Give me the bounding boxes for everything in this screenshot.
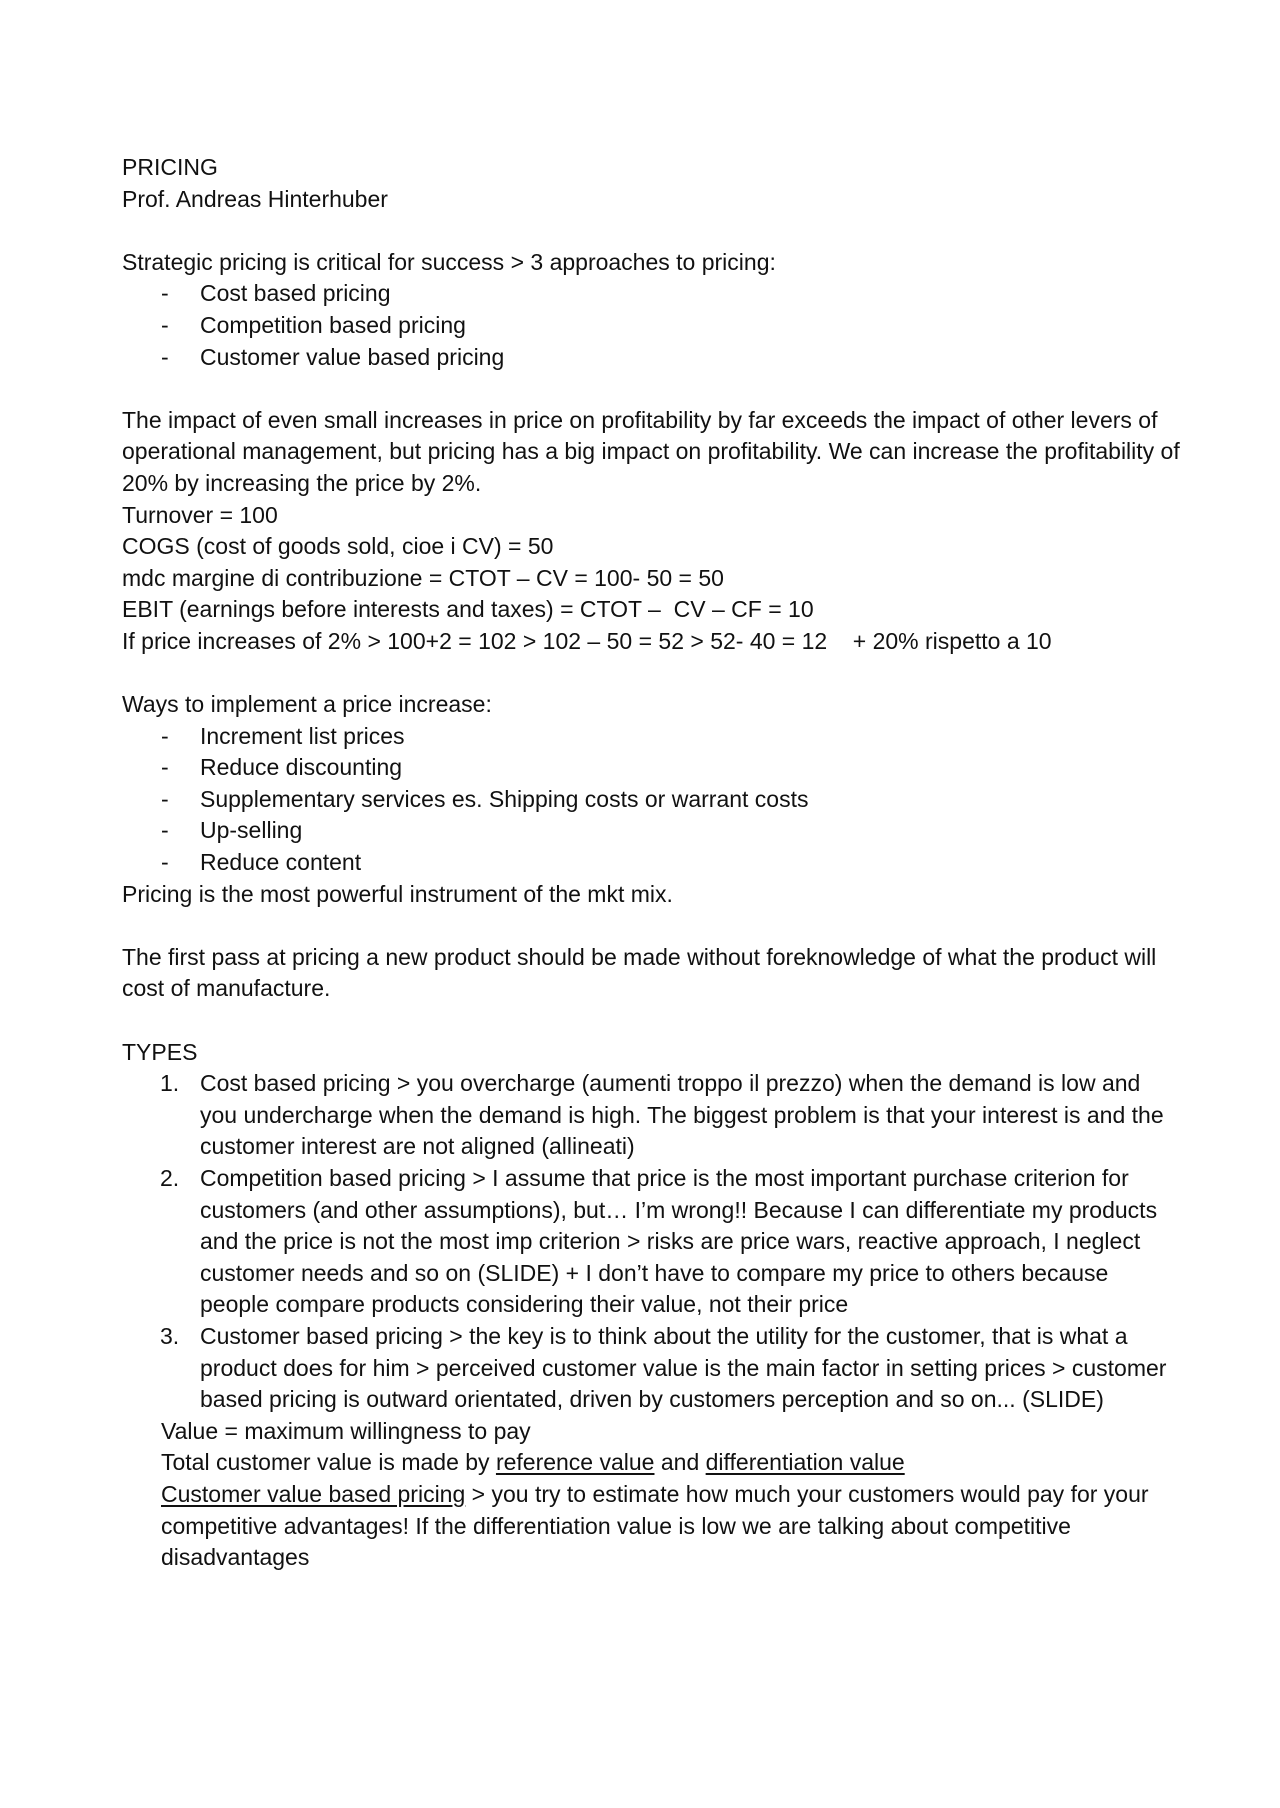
calc-line: Turnover = 100 — [122, 501, 278, 528]
spacer — [122, 910, 1182, 942]
calc-line: EBIT (earnings before interests and taxes) = CTOT – CV – CF = 10 — [122, 596, 814, 623]
reference-value-term: reference value — [495, 1449, 655, 1476]
ways-list — [122, 721, 1182, 879]
ways-conclusion: Pricing is the most powerful instrument of the mkt mix. — [122, 880, 673, 907]
list-item: - Reduce content — [161, 849, 362, 876]
impact-paragraph: The impact of even small increases in price on profitability by far exceeds the impact of other levers of operational management, but pricing has a big impact on profitability. We can increase the profitability of 20% by increasing the price by 2%. — [122, 406, 1180, 496]
list-item: - Up-selling — [161, 817, 303, 844]
spacer — [122, 1005, 1182, 1037]
spacer — [122, 215, 1182, 247]
list-item: 2. Competition based pricing > I assume that price is the most important purchase criterion for customers (and other assumptions), but… I’m wrong!! Because I can differentiate my products and the price is not the most imp criterion > risks are price wars, reactive approach, I neglect customer needs and so on (SLIDE) + I don’t have to compare my price to others because people compare products considering their value, not their price — [160, 1165, 1158, 1318]
calc-line: COGS (cost of goods sold, cioe i CV) = 50 — [122, 533, 554, 560]
intro-text: Strategic pricing is critical for success > 3 approaches to pricing: — [122, 248, 776, 275]
list-item: - Increment list prices — [161, 722, 405, 749]
calc-line: If price increases of 2% > 100+2 = 102 > 102 – 50 = 52 > 52- 40 = 12 + 20% rispetto a 10 — [122, 627, 1052, 654]
differentiation-value-term: differentiation value — [705, 1449, 905, 1476]
list-item: - Supplementary services es. Shipping costs or warrant costs — [161, 785, 809, 812]
first-pass-paragraph: The first pass at pricing a new product should be made without foreknowledge of what the product will cost of manufacture. — [122, 943, 1157, 1002]
list-item: - Customer value based pricing — [161, 343, 505, 370]
calc-line: mdc margine di contribuzione = CTOT – CV = 100- 50 = 50 — [122, 564, 724, 591]
list-item: - Cost based pricing — [161, 280, 391, 307]
approaches-list — [122, 278, 1182, 373]
ways-heading: Ways to implement a price increase: — [122, 691, 492, 718]
list-item: - Reduce discounting — [161, 754, 403, 781]
spacer — [122, 373, 1182, 405]
list-item: - Competition based pricing — [161, 311, 466, 338]
list-item: 3. Customer based pricing > the key is to think about the utility for the customer, that is what a product does for him > perceived customer value is the main factor in setting prices > customer based pricing is outward orientated, driven by customers perception and so on... (SLIDE) — [160, 1322, 1167, 1413]
cvbp-paragraph: Customer value based pricing > you try to estimate how much your customers would pay for your competitive advantages! If the differentiation value is low we are talking about competitive disadvantages — [161, 1480, 1149, 1571]
list-item: 1. Cost based pricing > you overcharge (aumenti troppo il prezzo) when the demand is low and you undercharge when the demand is high. The biggest problem is that your interest is and the customer interest are not aligned (allineati) — [160, 1070, 1164, 1160]
document-page — [122, 152, 1182, 1574]
cvbp-term: Customer value based pricing — [161, 1480, 466, 1507]
spacer — [122, 658, 1182, 690]
types-heading: TYPES — [122, 1038, 198, 1065]
value-line: Value = maximum willingness to pay — [161, 1417, 531, 1444]
total-value-line: Total customer value is made by reference value and differentiation value — [161, 1449, 905, 1476]
document-title: PRICING — [122, 154, 218, 180]
author: Prof. Andreas Hinterhuber — [122, 185, 388, 212]
types-list — [122, 1068, 1182, 1416]
